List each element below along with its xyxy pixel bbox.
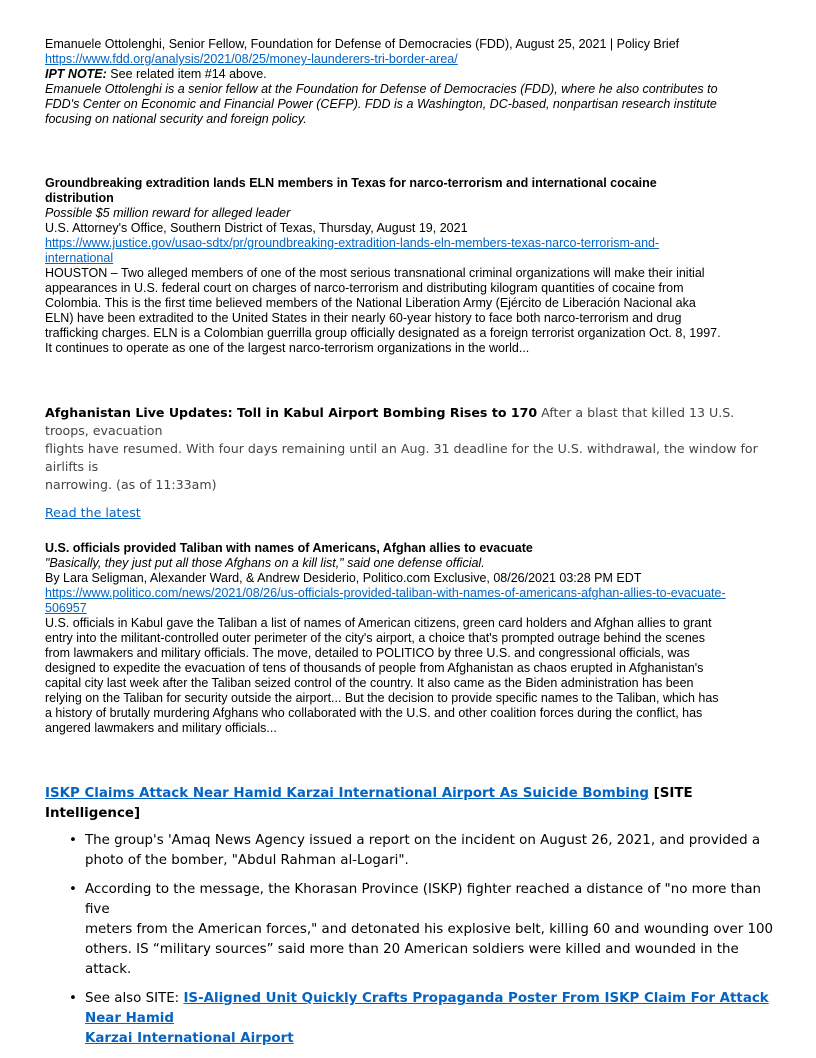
author-bio-line: FDD's Center on Economic and Financial Power (CEFP). FDD is a Washington, DC-based, nonpartisan research institute [45,97,717,111]
fdd-article-link[interactable]: https://www.fdd.org/analysis/2021/08/25/money-launderers-tri-border-area/ [45,52,458,66]
byline: By Lara Seligman, Alexander Ward, & Andrew Desiderio, Politico.com Exclusive, 08/26/2021 03:28 PM EDT [45,571,642,585]
site-see-also-link[interactable]: Karzai International Airport [85,1031,294,1046]
list-item [45,989,785,1049]
body-line: a history of brutally murdering Afghans who collaborated with the U.S. and other coalition forces during the conflict, has [45,706,703,720]
article-title: Groundbreaking extradition lands ELN members in Texas for narco-terrorism and international cocaine [45,176,657,190]
politico-article-link[interactable]: 506957 [45,601,87,615]
body-line: capital city last week after the Taliban seized control of the country. It also came as the Biden administration has been [45,676,694,690]
see-also-line [85,989,785,1029]
bullet-text: The group's 'Amaq News Agency issued a report on the incident on August 26, 2021, and provided a [85,833,761,848]
body-line: angered lawmakers and military officials... [45,721,277,735]
fdd-brief-section [45,37,773,127]
bullet-text: meters from the American forces," and detonated his explosive belt, killing 60 and wounding over 100 [85,922,774,937]
body-line: appearances in U.S. federal court on charges of narco-terrorism and distributing kilogram quantities of cocaine from [45,281,684,295]
updates-title: Afghanistan Live Updates: Toll in Kabul Airport Bombing Rises to 170 [45,405,538,420]
source-line: Emanuele Ottolenghi, Senior Fellow, Foundation for Defense of Democracies (FDD), August 25, 2021 | Policy Brief [45,37,680,51]
body-line: Colombia. This is the first time believed members of the National Liberation Army (Ejército de Liberación Nacional aka [45,296,696,310]
iskp-claim-section [45,784,785,1058]
body-line: HOUSTON – Two alleged members of one of the most serious transnational criminal organizations will make their initial [45,266,705,280]
iskp-claim-link[interactable]: ISKP Claims Attack Near Hamid Karzai International Airport As Suicide Bombing [45,786,649,801]
bullet-icon: • [69,833,77,848]
updates-text: flights have resumed. With four days remaining until an Aug. 31 deadline for the U.S. withdrawal, the window for airlifts is [45,441,758,474]
politico-taliban-section [45,541,773,736]
justice-article-link[interactable]: https://www.justice.gov/usao-sdtx/pr/groundbreaking-extradition-lands-eln-members-texas-narco-terrorism-and- [45,236,660,250]
see-also-prefix: See also SITE: [85,991,184,1006]
site-see-also-link[interactable]: IS-Aligned Unit Quickly Crafts Propaganda Poster From ISKP Claim For Attack Near Hamid [85,991,769,1026]
article-title: U.S. officials provided Taliban with names of Americans, Afghan allies to evacuate [45,541,533,555]
body-line: U.S. officials in Kabul gave the Taliban a list of names of American citizens, green card holders and Afghan allies to grant [45,616,712,630]
body-line: trafficking charges. ELN is a Colombian guerrilla group officially designated as a foreign terrorist organization Oct. 8, 1997. [45,326,721,340]
bullet-icon: • [69,991,77,1006]
body-line: from lawmakers and military officials. The move, detailed to POLITICO by three U.S. and congressional officials, was [45,646,690,660]
updates-text: After a blast that killed 13 U.S. troops, evacuation [45,405,735,438]
bullet-icon: • [69,882,77,897]
list-item [45,880,785,980]
author-bio-line: focusing on national security and foreign policy. [45,112,307,126]
body-line: It continues to operate as one of the largest narco-terrorism organizations in the world... [45,341,530,355]
justice-article-link[interactable]: international [45,251,114,265]
eln-extradition-section [45,176,773,356]
body-line: relying on the Taliban for security outside the airport... But the decision to provide specific names to the Taliban, which has [45,691,719,705]
article-quote: "Basically, they just put all those Afghans on a kill list," said one defense official. [45,556,485,570]
list-item [45,831,785,871]
bullet-text: others. IS “military sources” said more than 20 American soldiers were killed and wounded in the attack. [85,942,739,977]
note-label: IPT NOTE: [45,67,107,81]
site-intelligence-label: [SITE Intelligence] [45,786,693,821]
updates-line [45,404,773,440]
body-line: ELN) have been extradited to the United States in their nearly 60-year history to face both narco-terrorism and drug [45,311,682,325]
ipt-note [45,67,773,82]
body-line: designed to expedite the evacuation of tens of thousands of people from Afghanistan as chaos erupted in Afghanistan's [45,661,704,675]
updates-text: narrowing. (as of 11:33am) [45,477,217,492]
read-the-latest-link[interactable]: Read the latest [45,505,141,520]
iskp-headline [45,784,785,824]
body-line: entry into the militant-controlled outer perimeter of the city's airport, a choice that's prompted outrage behind the scenes [45,631,705,645]
bullet-text: According to the message, the Khorasan Province (ISKP) fighter reached a distance of "no more than five [85,882,762,917]
author-bio-line: Emanuele Ottolenghi is a senior fellow at the Foundation for Defense of Democracies (FDD), where he also contributes to [45,82,718,96]
politico-article-link[interactable]: https://www.politico.com/news/2021/08/26/us-officials-provided-taliban-with-names-of-americans-afghan-allies-to-evacuate- [45,586,726,600]
note-text: See related item #14 above. [106,67,267,81]
article-subtitle: Possible $5 million reward for alleged leader [45,206,291,220]
iskp-bullet-list [45,831,785,1049]
source-line: U.S. Attorney's Office, Southern District of Texas, Thursday, August 19, 2021 [45,221,468,235]
bullet-text: photo of the bomber, "Abdul Rahman al-Logari". [85,853,409,868]
afghanistan-live-updates-section [45,404,773,522]
article-title: distribution [45,191,114,205]
